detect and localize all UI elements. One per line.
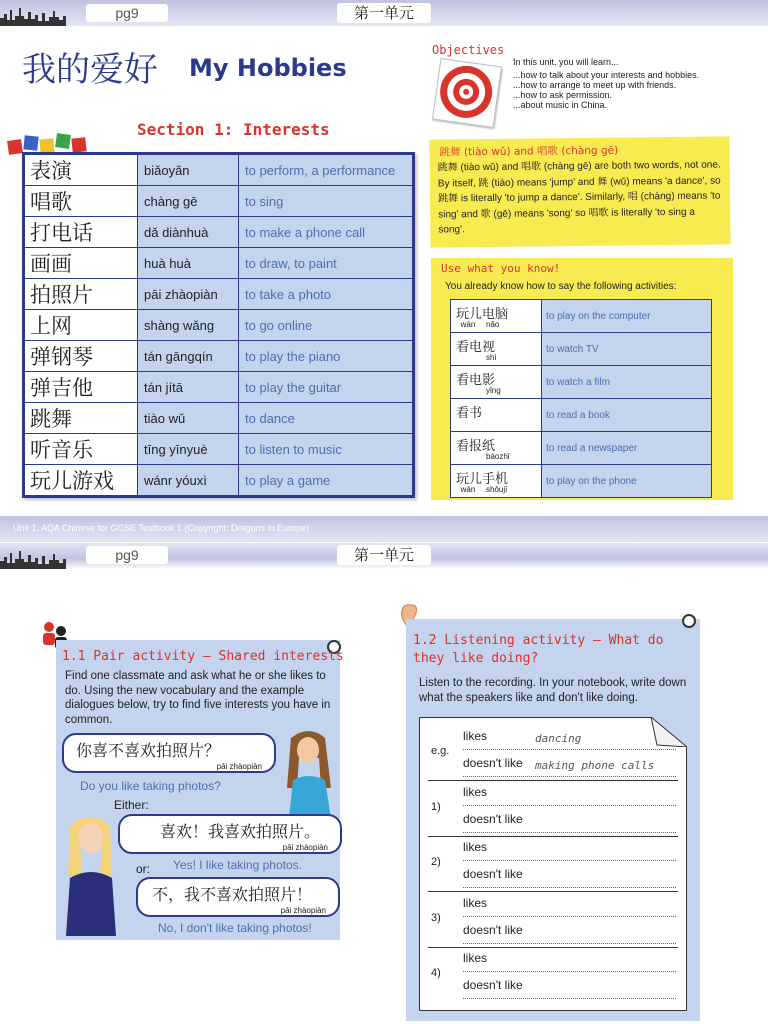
uwyk-row	[451, 300, 712, 333]
doesnt-like-answer: making phone calls	[535, 759, 655, 772]
vocab-english: to take a photo	[239, 279, 413, 310]
dotted-line	[463, 776, 676, 777]
vocab-english: to sing	[239, 186, 413, 217]
row-divider	[428, 891, 678, 892]
uwyk-pinyin	[456, 452, 540, 461]
likes-label: likes	[463, 951, 488, 965]
row-label: 3)	[431, 911, 441, 924]
uwyk-chinese-text: 看报纸	[456, 439, 496, 454]
speech-bubble-answer-no	[136, 877, 340, 917]
girl-illustration	[281, 728, 337, 818]
vocab-english: to go online	[239, 310, 413, 341]
vocab-row	[25, 186, 413, 217]
either-label: Either:	[114, 798, 149, 812]
city-skyline-icon	[0, 4, 68, 26]
uwyk-english: to read a newspaper	[542, 432, 712, 465]
uwyk-table	[450, 299, 712, 498]
vocab-english: to dance	[239, 403, 413, 434]
question-english: Do you like taking photos?	[80, 779, 221, 793]
dotted-line	[463, 832, 676, 833]
uwyk-row	[451, 333, 712, 366]
target-icon	[433, 59, 499, 125]
vocab-chinese: 弹钢琴	[25, 341, 138, 372]
vocab-row	[25, 403, 413, 434]
objective-item: ...about music in China.	[513, 100, 608, 110]
dotted-line	[463, 749, 676, 750]
unit-label: 第一单元	[337, 3, 431, 23]
objectives-list	[513, 57, 743, 110]
likes-answer: dancing	[535, 732, 582, 745]
vocab-pinyin: wánr yóuxì	[138, 465, 239, 496]
uwyk-chinese	[451, 366, 542, 399]
uwyk-intro: You already know how to say the following activities:	[445, 281, 677, 292]
uwyk-english: to watch TV	[542, 333, 712, 366]
language-note	[429, 136, 730, 247]
likes-label: likes	[463, 840, 488, 854]
vocab-row	[25, 372, 413, 403]
uwyk-pinyin-first: wán	[460, 485, 476, 494]
dotted-line	[463, 971, 676, 972]
uwyk-english: to play on the computer	[542, 300, 712, 333]
uwyk-pinyin-second: shǒujī	[486, 485, 508, 494]
dotted-line	[463, 860, 676, 861]
uwyk-chinese-text: 看电视	[456, 340, 496, 355]
uwyk-pinyin	[456, 485, 540, 494]
objective-item: ...how to arrange to meet up with friends.	[513, 80, 677, 90]
answer-yes-english: Yes! I like taking photos.	[173, 858, 302, 872]
uwyk-row	[451, 465, 712, 498]
vocab-chinese: 上网	[25, 310, 138, 341]
pin-icon	[682, 614, 696, 628]
listening-instructions: Listen to the recording. In your notebook, write down what the speakers like and don't like doing.	[419, 677, 687, 704]
page-title-chinese: 我的爱好	[22, 50, 158, 90]
vocab-pinyin: tiào wǔ	[138, 403, 239, 434]
uwyk-row	[451, 432, 712, 465]
vocab-english: to play a game	[239, 465, 413, 496]
vocab-row	[25, 279, 413, 310]
vocab-pinyin: dǎ diànhuà	[138, 217, 239, 248]
section-heading: Section 1: Interests	[137, 120, 330, 139]
use-what-you-know-box	[431, 258, 733, 500]
vocab-pinyin: pāi zhàopiàn	[138, 279, 239, 310]
target-image	[432, 58, 502, 128]
vocab-chinese: 打电话	[25, 217, 138, 248]
unit-label: 第一单元	[337, 545, 431, 565]
page-header	[0, 0, 768, 26]
speech-bubble-question	[62, 733, 276, 773]
vocab-row	[25, 310, 413, 341]
uwyk-pinyin	[456, 386, 540, 395]
doesnt-like-label: doesn't like	[463, 867, 523, 881]
vocab-chinese: 听音乐	[25, 434, 138, 465]
answer-yes-pinyin: pāi zhàopiàn	[282, 843, 328, 852]
vocab-chinese: 弹吉他	[25, 372, 138, 403]
dotted-line	[463, 998, 676, 999]
uwyk-chinese	[451, 432, 542, 465]
row-label: e.g.	[431, 745, 450, 757]
girl-right-icon	[281, 728, 337, 818]
uwyk-chinese	[451, 399, 542, 432]
likes-label: likes	[463, 895, 488, 910]
page-curl-icon	[651, 717, 687, 747]
page-title-english: My Hobbies	[189, 54, 347, 82]
uwyk-table-frame	[450, 299, 712, 498]
girl-left-icon	[60, 812, 122, 936]
likes-label: likes	[463, 729, 488, 743]
page-number: pg9	[86, 4, 168, 22]
row-divider	[428, 780, 678, 781]
uwyk-english: to read a book	[542, 399, 712, 432]
uwyk-chinese	[451, 300, 542, 333]
uwyk-pinyin-second: yǐng	[486, 386, 501, 395]
vocab-english: to draw, to paint	[239, 248, 413, 279]
page-number: pg9	[86, 546, 168, 564]
row-divider	[428, 947, 678, 948]
vocab-pinyin: tán gāngqín	[138, 341, 239, 372]
vocab-pinyin: huà huà	[138, 248, 239, 279]
vocab-chinese: 跳舞	[25, 403, 138, 434]
uwyk-chinese-text: 玩儿电脑	[456, 307, 509, 322]
listening-heading: 1.2 Listening activity — What do they like doing?	[413, 633, 664, 666]
uwyk-english: to watch a film	[542, 366, 712, 399]
page-footer	[0, 516, 768, 542]
speech-bubble-answer-yes	[118, 814, 342, 854]
vocab-chinese: 画画	[25, 248, 138, 279]
vocab-pinyin: shàng wǎng	[138, 310, 239, 341]
vocab-chinese: 表演	[25, 155, 138, 186]
question-pinyin: pāi zhàopiàn	[216, 762, 262, 771]
dotted-line	[463, 943, 676, 944]
vocab-chinese: 拍照片	[25, 279, 138, 310]
vocab-pinyin: biǎoyǎn	[138, 155, 239, 186]
uwyk-english: to play on the phone	[542, 465, 712, 498]
row-label: 2)	[431, 856, 441, 868]
note-heading: 跳舞 (tiào wǔ) and 唱歌 (chàng gē)	[439, 144, 619, 159]
uwyk-pinyin	[456, 419, 540, 428]
dotted-line	[463, 805, 676, 806]
vocab-english: to perform, a performance	[239, 155, 413, 186]
vocab-english: to make a phone call	[239, 217, 413, 248]
vocab-pinyin: chàng gē	[138, 186, 239, 217]
uwyk-pinyin-second: shì	[486, 353, 497, 362]
answer-no-pinyin: pāi zhàopiàn	[280, 906, 326, 915]
vocab-pinyin: tīng yīnyuè	[138, 434, 239, 465]
vocab-english: to play the guitar	[239, 372, 413, 403]
uwyk-chinese-text: 玩儿手机	[456, 472, 509, 487]
footer-text: Unit 1, AQA Chinese for GCSE Textbook 1 (Copyright: Dragons in Europe)	[13, 523, 309, 533]
vocab-english: to listen to music	[239, 434, 413, 465]
vocab-row	[25, 341, 413, 372]
answer-no-chinese: 不，我不喜欢拍照片！	[152, 885, 313, 904]
uwyk-chinese-text: 看书	[456, 406, 483, 421]
answer-no-english: No, I don't like taking photos!	[158, 921, 312, 935]
question-chinese: 你喜不喜欢拍照片？	[76, 741, 221, 760]
uwyk-row	[451, 399, 712, 432]
dotted-line	[463, 887, 676, 888]
uwyk-pinyin-first: wán	[460, 320, 476, 329]
vocab-pinyin: tán jítā	[138, 372, 239, 403]
uwyk-chinese-text: 看电影	[456, 373, 496, 388]
uwyk-pinyin-second: nǎo	[486, 320, 500, 329]
city-skyline-icon	[0, 547, 68, 569]
page2-header	[0, 543, 768, 569]
uwyk-chinese	[451, 465, 542, 498]
uwyk-heading: Use what you know!	[441, 262, 561, 275]
note-body: 跳舞 (tiào wǔ) and 唱歌 (chàng gē) are both two words, not one. By itself, 跳 (tiào) means 'jump' and 舞 (wǔ) means 'a dance', so 跳舞 is literally 'to jump a dance'. Similarly, 唱 (chàng) means 'to sing' and 歌 (gē) means 'song' so 唱歌 is literally 'to sing a song'.	[437, 159, 721, 236]
answer-yes-chinese: 喜欢！我喜欢拍照片。	[160, 822, 321, 841]
likes-label: likes	[463, 784, 488, 799]
row-label: 1)	[431, 800, 441, 813]
doesnt-like-label: doesn't like	[463, 756, 523, 770]
uwyk-chinese	[451, 333, 542, 366]
uwyk-row	[451, 366, 712, 399]
vocab-table-frame	[22, 152, 415, 498]
girl-illustration	[60, 812, 122, 936]
objectives-intro: In this unit, you will learn...	[513, 57, 619, 67]
doesnt-like-label: doesn't like	[463, 922, 523, 937]
objective-item: ...how to talk about your interests and hobbies.	[513, 70, 700, 80]
uwyk-pinyin-second: bàozhǐ	[486, 452, 510, 461]
uwyk-pinyin	[456, 320, 540, 329]
vocab-row	[25, 248, 413, 279]
objective-item: ...how to ask permission.	[513, 90, 613, 100]
or-label: or:	[136, 862, 151, 876]
dotted-line	[463, 916, 676, 917]
objectives-heading: Objectives	[432, 43, 505, 57]
vocab-chinese: 玩儿游戏	[25, 465, 138, 496]
vocab-row	[25, 217, 413, 248]
doesnt-like-label: doesn't like	[463, 978, 523, 992]
vocab-row	[25, 155, 413, 186]
pair-heading: 1.1 Pair activity — Shared interests	[62, 649, 344, 664]
row-divider	[428, 836, 678, 837]
pair-instructions: Find one classmate and ask what he or she likes to do. Using the new vocabulary and the example dialogues below, try to find five interests you have in common.	[65, 670, 331, 726]
vocab-table	[24, 154, 413, 496]
doesnt-like-label: doesn't like	[463, 811, 523, 826]
row-label: 4)	[431, 967, 441, 979]
vocab-english: to play the piano	[239, 341, 413, 372]
uwyk-pinyin	[456, 353, 540, 362]
vocab-row	[25, 434, 413, 465]
vocab-chinese: 唱歌	[25, 186, 138, 217]
vocab-row	[25, 465, 413, 496]
